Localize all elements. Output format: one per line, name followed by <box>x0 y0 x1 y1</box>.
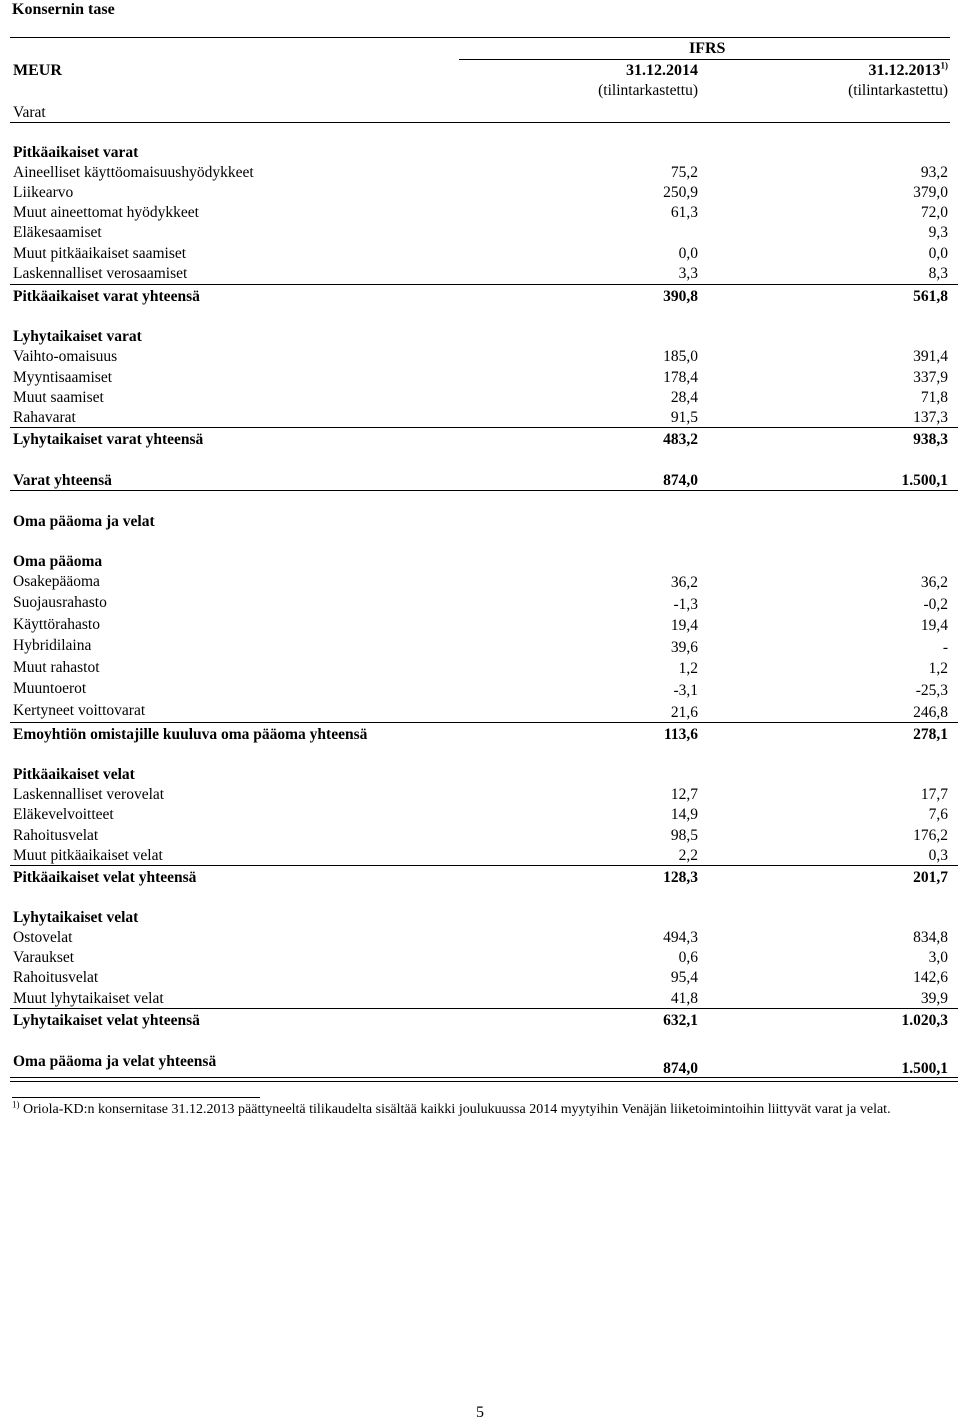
grand-total-value-2013: 1.500,1 <box>901 472 948 489</box>
row-value-2014: 0,6 <box>678 949 698 966</box>
row-value-2013: -0,2 <box>923 596 948 613</box>
row-value-2013: 19,4 <box>920 617 948 634</box>
row-label: Osakepääoma <box>13 573 100 590</box>
row-label: Muut pitkäaikaiset velat <box>13 847 163 864</box>
grand-total-value-2014: 874,0 <box>663 1060 698 1077</box>
grand-total-value-2014: 874,0 <box>663 472 698 489</box>
row-label: Suojausrahasto <box>13 594 107 611</box>
grand-total-double-rule <box>10 1077 958 1082</box>
row-label: Käyttörahasto <box>13 616 100 633</box>
section-non-current-assets: Pitkäaikaiset varat <box>13 144 139 161</box>
footnote-text: Oriola-KD:n konsernitase 31.12.2013 päättyneeltä tilikaudelta sisältää kaikki joulukuussa 2014 myytyihin Venäjän liiketoimintoihin liittyvät varat ja velat. <box>23 1102 891 1117</box>
row-label: Rahoitusvelat <box>13 827 99 844</box>
row-value-2014: 12,7 <box>670 786 698 803</box>
row-label: Liikearvo <box>13 184 74 201</box>
ifrs-heading: IFRS <box>689 40 726 57</box>
row-value-2013: 176,2 <box>913 827 948 844</box>
grand-total-value-2013: 1.500,1 <box>901 1060 948 1077</box>
row-value-2014: 41,8 <box>670 990 698 1007</box>
total-value-2014: 128,3 <box>663 869 698 886</box>
row-value-2014: 250,9 <box>663 184 698 201</box>
total-value-2014: 632,1 <box>663 1012 698 1029</box>
row-label: Muut saamiset <box>13 389 104 406</box>
footnote-separator <box>12 1097 260 1098</box>
section-equity: Oma pääoma <box>13 553 103 570</box>
grand-total-label: Varat yhteensä <box>13 472 112 489</box>
row-value-2014: 3,3 <box>678 265 698 282</box>
row-label: Eläkevelvoitteet <box>13 806 114 823</box>
total-label: Emoyhtiön omistajille kuuluva oma pääoma yhteensä <box>13 726 368 743</box>
col-2013-note: (tilintarkastettu) <box>848 82 948 99</box>
row-label: Laskennalliset verovelat <box>13 786 165 803</box>
section-equity-and-liabilities: Oma pääoma ja velat <box>13 513 155 530</box>
row-label: Muuntoerot <box>13 680 87 697</box>
header-top-rule <box>10 37 950 38</box>
header-bottom-rule <box>10 122 950 123</box>
total-label: Lyhytaikaiset velat yhteensä <box>13 1012 200 1029</box>
row-value-2014: 91,5 <box>670 409 698 426</box>
total-value-2013: 201,7 <box>913 869 948 886</box>
row-value-2014: 0,0 <box>678 245 698 262</box>
total-rule <box>10 490 958 491</box>
col-2013-date: 31.12.2013 <box>868 62 941 79</box>
row-value-2013: 834,8 <box>913 929 948 946</box>
total-value-2014: 390,8 <box>663 288 698 305</box>
row-value-2013: 3,0 <box>928 949 948 966</box>
row-value-2014: 39,6 <box>670 639 698 656</box>
total-value-2014: 113,6 <box>663 726 698 743</box>
row-value-2014: 28,4 <box>670 389 698 406</box>
row-value-2013: 8,3 <box>928 265 948 282</box>
row-value-2014: 19,4 <box>670 617 698 634</box>
col-2013-footnote-marker: 1) <box>940 60 948 71</box>
grand-total-label: Oma pääoma ja velat yhteensä <box>13 1053 217 1070</box>
row-label: Laskennalliset verosaamiset <box>13 265 188 282</box>
row-label: Hybridilaina <box>13 637 92 654</box>
row-label: Ostovelat <box>13 929 73 946</box>
row-value-2013: 337,9 <box>913 369 948 386</box>
col-2014-note: (tilintarkastettu) <box>598 82 698 99</box>
row-value-2014: 14,9 <box>670 806 698 823</box>
row-value-2014: 21,6 <box>670 704 698 721</box>
row-label: Muut lyhytaikaiset velat <box>13 990 164 1007</box>
row-label: Myyntisaamiset <box>13 369 113 386</box>
row-value-2014: 95,4 <box>670 969 698 986</box>
row-value-2013: 7,6 <box>928 806 948 823</box>
col-2014-date: 31.12.2014 <box>626 62 698 79</box>
row-value-2013: 93,2 <box>920 164 948 181</box>
row-label: Muut aineettomat hyödykkeet <box>13 204 199 221</box>
total-label: Pitkäaikaiset varat yhteensä <box>13 288 200 305</box>
row-value-2013: 379,0 <box>913 184 948 201</box>
row-value-2013: 71,8 <box>920 389 948 406</box>
subtotal-rule <box>10 284 958 285</box>
row-value-2014: 185,0 <box>663 348 698 365</box>
subtotal-rule <box>10 1008 958 1009</box>
row-value-2014: 178,4 <box>663 369 698 386</box>
row-value-2014: 36,2 <box>670 574 698 591</box>
row-value-2013: -25,3 <box>915 682 948 699</box>
subtotal-rule <box>10 722 958 723</box>
row-label: Vaihto-omaisuus <box>13 348 118 365</box>
row-value-2014: 2,2 <box>678 847 698 864</box>
row-label: Kertyneet voittovarat <box>13 702 146 719</box>
footnote-marker: 1) <box>12 1099 20 1110</box>
row-value-2013: 246,8 <box>913 704 948 721</box>
section-current-assets: Lyhytaikaiset varat <box>13 328 142 345</box>
row-label: Muut rahastot <box>13 659 100 676</box>
row-value-2014: -1,3 <box>673 596 698 613</box>
total-value-2013: 938,3 <box>913 431 948 448</box>
row-label: Rahoitusvelat <box>13 969 99 986</box>
row-label: Varaukset <box>13 949 75 966</box>
row-value-2013: 72,0 <box>920 204 948 221</box>
row-value-2013: 36,2 <box>920 574 948 591</box>
total-value-2013: 561,8 <box>913 288 948 305</box>
row-label: Rahavarat <box>13 409 76 426</box>
section-non-current-liabilities: Pitkäaikaiset velat <box>13 766 135 783</box>
row-value-2014: 98,5 <box>670 827 698 844</box>
section-assets: Varat <box>13 104 46 121</box>
total-value-2013: 1.020,3 <box>901 1012 948 1029</box>
total-value-2014: 483,2 <box>663 431 698 448</box>
row-value-2013: 9,3 <box>928 224 948 241</box>
footnote <box>12 1100 948 1119</box>
subtotal-rule <box>10 865 958 866</box>
row-value-2013: - <box>942 639 948 656</box>
row-value-2013: 137,3 <box>913 409 948 426</box>
col-2013-header <box>869 61 949 80</box>
page-title: Konsernin tase <box>12 1 115 18</box>
row-label: Eläkesaamiset <box>13 224 102 241</box>
row-value-2013: 17,7 <box>920 786 948 803</box>
row-value-2013: 142,6 <box>913 969 948 986</box>
total-label: Pitkäaikaiset velat yhteensä <box>13 869 197 886</box>
row-value-2013: 1,2 <box>928 660 948 677</box>
row-value-2014: 61,3 <box>670 204 698 221</box>
unit-label: MEUR <box>13 62 62 79</box>
row-label: Aineelliset käyttöomaisuushyödykkeet <box>13 164 254 181</box>
section-current-liabilities: Lyhytaikaiset velat <box>13 909 139 926</box>
ifrs-underline <box>459 59 950 60</box>
row-value-2014: 1,2 <box>678 660 698 677</box>
row-value-2013: 391,4 <box>913 348 948 365</box>
row-value-2013: 0,3 <box>928 847 948 864</box>
row-value-2014: -3,1 <box>673 682 698 699</box>
subtotal-rule <box>10 427 958 428</box>
row-value-2013: 39,9 <box>920 990 948 1007</box>
row-value-2014: 494,3 <box>663 929 698 946</box>
row-value-2013: 0,0 <box>928 245 948 262</box>
page-number: 5 <box>476 1404 484 1421</box>
row-value-2014: 75,2 <box>670 164 698 181</box>
total-value-2013: 278,1 <box>913 726 948 743</box>
total-label: Lyhytaikaiset varat yhteensä <box>13 431 204 448</box>
row-label: Muut pitkäaikaiset saamiset <box>13 245 187 262</box>
